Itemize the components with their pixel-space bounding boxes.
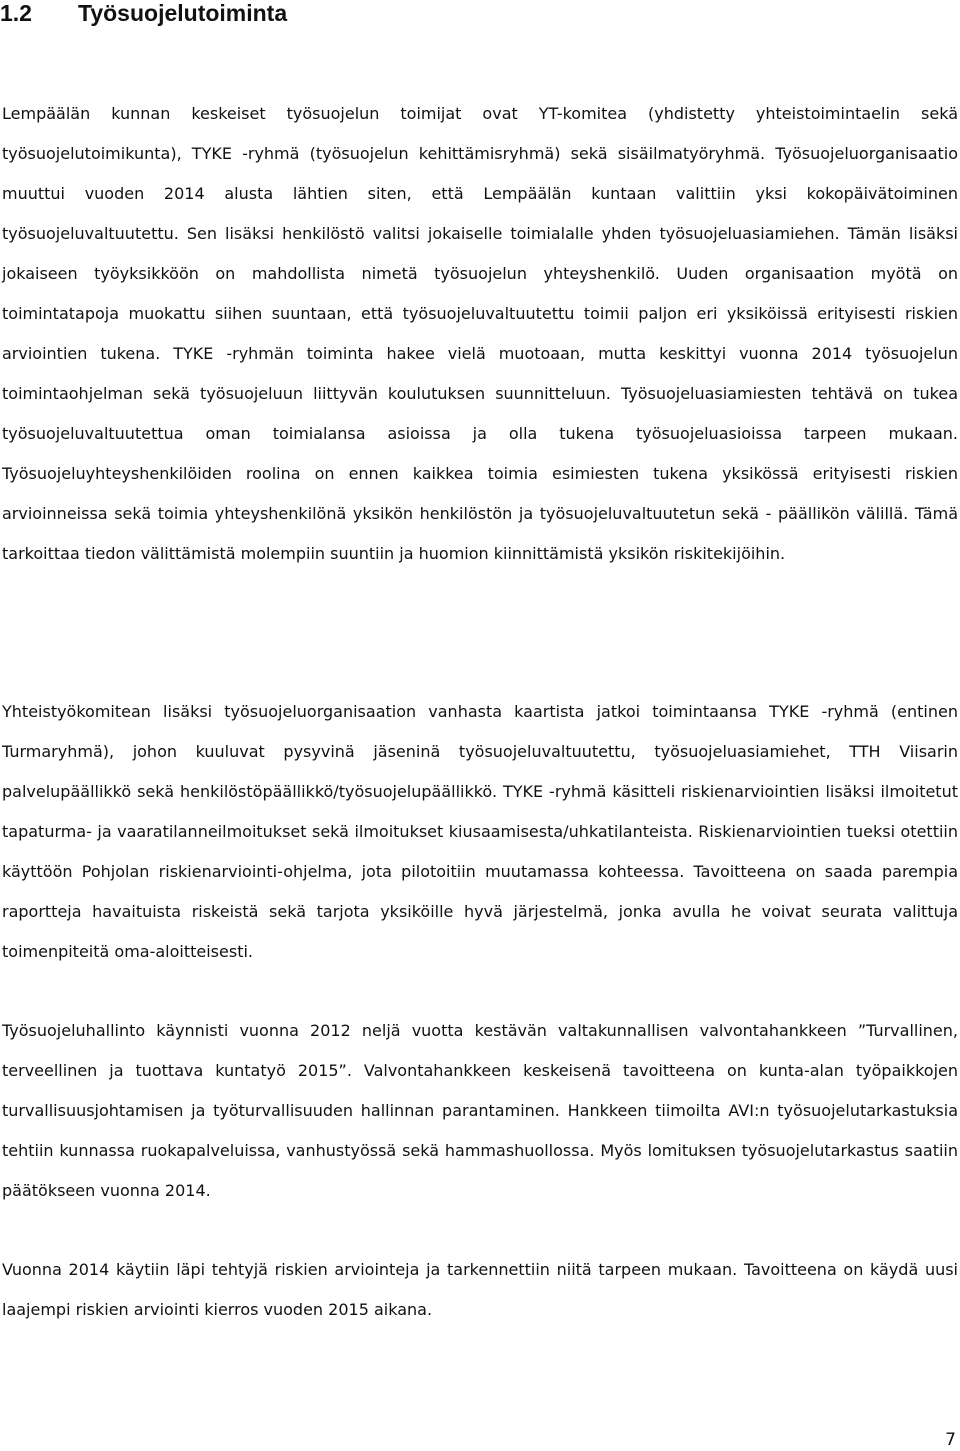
paragraph-organisation: Lempäälän kunnan keskeiset työsuojelun toimijat ovat YT-komitea (yhdistetty yhteistoimintaelin sekä työsuojelutoimikunta), TYKE -ryhmä (työsuojelun kehittämisryhmä) sekä sisäilmatyöryhmä. Työsuojeluorganisaatio muuttui vuoden 2014 alusta lähtien siten, että Lempäälän kuntaan valittiin yksi kokopäivätoiminen työsuojeluvaltuutettu. Sen lisäksi henkilöstö valitsi jokaiselle toimialalle yhden työsuojeluasiamiehen. Tämän lisäksi jokaiseen työyksikköön on mahdollista nimetä työsuojelun yhteyshenkilö. Uuden organisaation myötä on toimintatapoja muokattu siihen suuntaan, että työsuojeluvaltuutettu toimii paljon eri yksiköissä erityisesti riskien arviointien tukena. TYKE -ryhmän toiminta hakee vielä muotoaan, mutta keskittyi vuonna 2014 työsuojelun toimintaohjelman sekä työsuojeluun liittyvän koulutuksen suunnitteluun. Työsuojeluasiamiesten tehtävä on tukea työsuojeluvaltuutettua oman toimialansa asioissa ja olla tukena työsuojeluasioissa tarpeen mukaan. Työsuojeluyhteyshenkilöiden roolina on ennen kaikkea toimia esimiesten tukena yksikössä erityisesti riskien arvioinneissa sekä toimia yhteyshenkilönä yksikön henkilöstön ja työsuojeluvaltuutetun sekä - päällikön välillä. Tämä tarkoittaa tiedon välittämistä molempiin suuntiin ja huomion kiinnittämistä yksikön riskitekijöihin.	[2, 104, 958, 563]
paragraph-risk-assessment: Vuonna 2014 käytiin läpi tehtyjä riskien arviointeja ja tarkennettiin niitä tarpeen mukaan. Tavoitteena on käydä uusi laajempi riskien arviointi kierros vuoden 2015 aikana.	[2, 1260, 958, 1319]
section-number: 1.2	[0, 0, 32, 26]
paragraph-inspection-project: Työsuojeluhallinto käynnisti vuonna 2012 neljä vuotta kestävän valtakunnallisen valvontahankkeen ”Turvallinen, terveellinen ja tuottava kuntatyö 2015”. Valvontahankkeen keskeisenä tavoitteena on kunta-alan työpaikkojen turvallisuusjohtamisen ja työturvallisuuden hallinnan parantaminen. Hankkeen tiimoilta AVI:n työsuojelutarkastuksia tehtiin kunnassa ruokapalveluissa, vanhustyössä sekä hammashuollossa. Myös lomituksen työsuojelutarkastus saatiin päätökseen vuonna 2014.	[2, 1021, 958, 1200]
paragraph-tyke-group: Yhteistyökomitean lisäksi työsuojeluorganisaation vanhasta kaartista jatkoi toimintaansa TYKE -ryhmä (entinen Turmaryhmä), johon kuuluvat pysyvinä jäseninä työsuojeluvaltuutettu, työsuojeluasiamiehet, TTH Viisarin palvelupäällikkö sekä henkilöstöpäällikkö/työsuojelupäällikkö. TYKE -ryhmä käsitteli riskienarviointien lisäksi ilmoitetut tapaturma- ja vaaratilanneilmoitukset sekä ilmoitukset kiusaamisesta/uhkatilanteista. Riskienarviointien tueksi otettiin käyttöön Pohjolan riskienarviointi-ohjelma, jota pilotoitiin muutamassa kohteessa. Tavoitteena on saada parempia raportteja havaituista riskeistä sekä tarjota yksiköille hyvä järjestelmä, jonka avulla he voivat seurata valittuja toimenpiteitä oma-aloitteisesti.	[2, 702, 958, 961]
page-number: 7	[945, 1430, 956, 1450]
section-title: Työsuojelutoiminta	[78, 0, 288, 26]
section-heading	[0, 0, 287, 26]
